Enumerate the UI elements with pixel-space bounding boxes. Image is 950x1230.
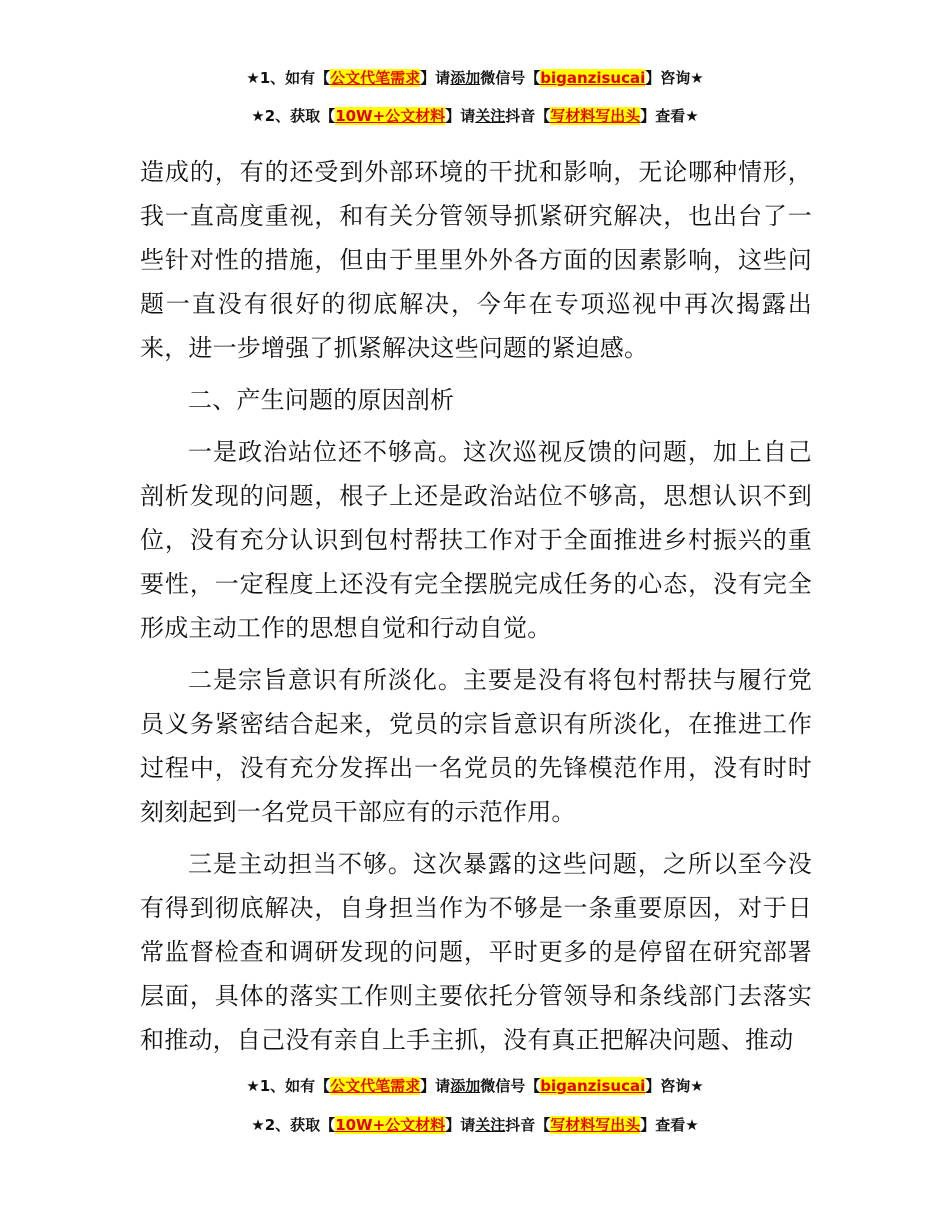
section-heading: 二、产生问题的原因剖析: [188, 386, 455, 414]
header-promo-line-1: [0, 68, 950, 88]
promo-text: 】请: [445, 1116, 476, 1134]
promo-douyin-id: 写材料写出头: [550, 1116, 641, 1134]
paragraph-purpose-awareness: 二是宗旨意识有所淡化。主要是没有将包村帮扶与履行党员义务紧密结合起来，党员的宗旨意识有所淡化，在推进工作过程中，没有充分发挥出一名党员的先锋模范作用，没有时时刻刻起到一名党员干部应有的示范作用。: [140, 666, 812, 826]
header-promo-line-2: [0, 106, 950, 126]
promo-text: 抖音【: [505, 1116, 551, 1134]
promo-wechat-id: biganzisucai: [540, 1077, 646, 1095]
paragraph-continuation: 造成的，有的还受到外部环境的干扰和影响，无论哪种情形，我一直高度重视，和有关分管领导抓紧研究解决，也出台了一些针对性的措施，但由于里里外外各方面的因素影响，这些问题一直没有很好的彻底解决，今年在专项巡视中再次揭露出来，进一步增强了抓紧解决这些问题的紧迫感。: [140, 158, 812, 362]
promo-prefix: ★1、如有【: [246, 1077, 331, 1095]
promo-prefix: ★1、如有【: [246, 69, 331, 87]
promo-underlined: 关注: [475, 107, 506, 125]
paragraph-initiative: 三是主动担当不够。这次暴露的这些问题，之所以至今没有得到彻底解决，自身担当作为不够是一条重要原因，对于日常监督检查和调研发现的问题，平时更多的是停留在研究部署层面，具体的落实工作则主要依托分管领导和条线部门去落实和推动，自己没有亲自上手主抓，没有真正把解决问题、推动: [140, 850, 812, 1054]
promo-wechat-id: biganzisucai: [540, 69, 646, 87]
promo-text: 】请: [420, 69, 451, 87]
promo-underlined: 关注: [475, 1116, 506, 1134]
promo-highlight: 10W+公文材料: [335, 107, 446, 125]
promo-highlight: 公文代笔需求: [330, 69, 421, 87]
promo-douyin-id: 写材料写出头: [550, 107, 641, 125]
promo-text: 微信号【: [480, 69, 541, 87]
promo-suffix: 】咨询★: [645, 69, 704, 87]
promo-prefix: ★2、获取【: [251, 107, 336, 125]
promo-suffix: 】查看★: [640, 107, 699, 125]
promo-suffix: 】查看★: [640, 1116, 699, 1134]
promo-underlined: 添加: [450, 1077, 481, 1095]
promo-suffix: 】咨询★: [645, 1077, 704, 1095]
promo-text: 微信号【: [480, 1077, 541, 1095]
footer-promo-line-2: [0, 1115, 950, 1135]
promo-prefix: ★2、获取【: [251, 1116, 336, 1134]
footer-promo-line-1: [0, 1076, 950, 1096]
promo-highlight: 10W+公文材料: [335, 1116, 446, 1134]
promo-text: 抖音【: [505, 107, 551, 125]
paragraph-political-stance: 一是政治站位还不够高。这次巡视反馈的问题，加上自己剖析发现的问题，根子上还是政治站位不够高，思想认识不到位，没有充分认识到包村帮扶工作对于全面推进乡村振兴的重要性，一定程度上还没有完全摆脱完成任务的心态，没有完全形成主动工作的思想自觉和行动自觉。: [140, 438, 812, 642]
promo-highlight: 公文代笔需求: [330, 1077, 421, 1095]
promo-underlined: 添加: [450, 69, 481, 87]
document-body: [140, 150, 812, 1070]
promo-text: 】请: [420, 1077, 451, 1095]
promo-text: 】请: [445, 107, 476, 125]
